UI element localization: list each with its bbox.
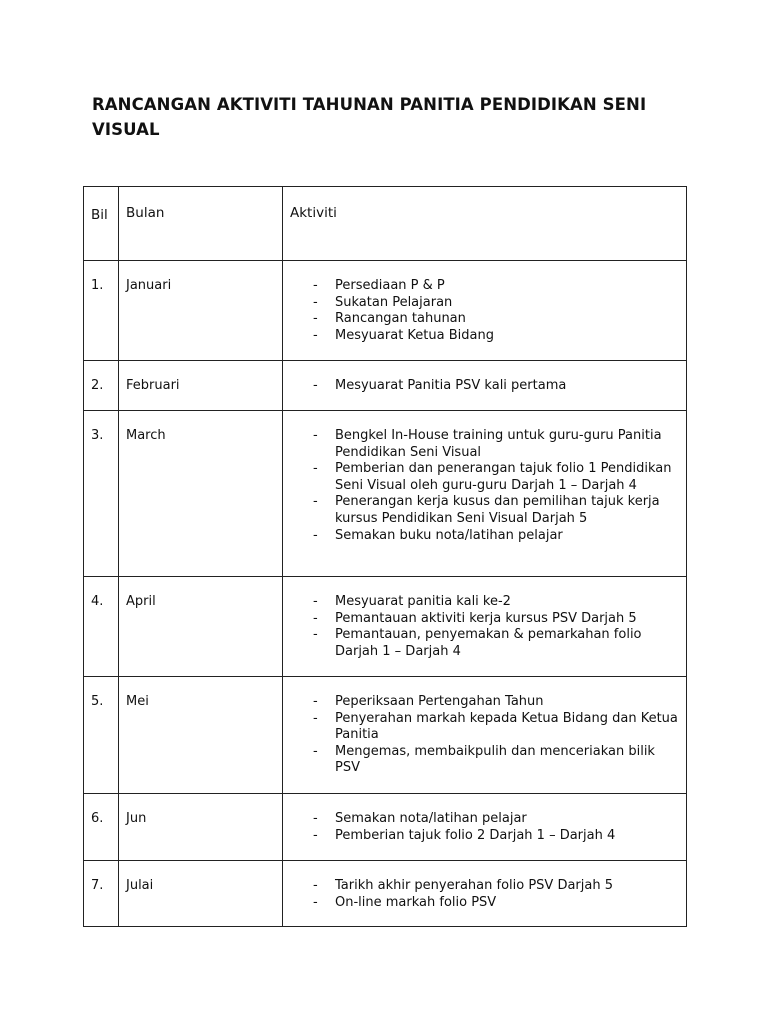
row-month: Januari (126, 278, 172, 293)
activity-item: - Sukatan Pelajaran (313, 295, 680, 312)
row-month: April (126, 594, 156, 609)
table-row (84, 677, 687, 794)
row-number: 1. (91, 278, 104, 293)
row-number: 6. (91, 811, 104, 826)
table-header-row (84, 187, 687, 261)
header-aktiviti: Aktiviti (290, 205, 337, 221)
row-month: Jun (126, 811, 147, 826)
table-row (84, 794, 687, 861)
activity-item: - Peperiksaan Pertengahan Tahun (313, 694, 680, 711)
row-month: Julai (126, 878, 154, 893)
activity-item: - Pemantauan aktiviti kerja kursus PSV Darjah 5 (313, 611, 680, 628)
activity-list (283, 261, 686, 344)
row-number: 4. (91, 594, 104, 609)
row-month: Mei (126, 694, 149, 709)
activity-list (283, 411, 686, 544)
row-number: 5. (91, 694, 104, 709)
activity-list (283, 794, 686, 844)
activity-item: - Pemantauan, penyemakan & pemarkahan folio Darjah 1 – Darjah 4 (313, 627, 680, 660)
row-month: March (126, 428, 166, 443)
table-row (84, 411, 687, 577)
activity-item: - Semakan buku nota/latihan pelajar (313, 528, 680, 545)
activity-item: - Penyerahan markah kepada Ketua Bidang dan Ketua Panitia (313, 711, 680, 744)
activity-item: - Pemberian tajuk folio 2 Darjah 1 – Darjah 4 (313, 828, 680, 845)
table-row (84, 577, 687, 677)
activity-item: - Tarikh akhir penyerahan folio PSV Darjah 5 (313, 878, 680, 895)
activity-item: - Mesyuarat Ketua Bidang (313, 328, 680, 345)
activity-list (283, 361, 686, 395)
row-month: Februari (126, 378, 180, 393)
header-bil: Bil (91, 207, 108, 223)
activity-list (283, 577, 686, 660)
activity-item: - On-line markah folio PSV (313, 895, 680, 912)
table-row (84, 361, 687, 411)
activity-item: - Pemberian dan penerangan tajuk folio 1 Pendidikan Seni Visual oleh guru-guru Darjah 1 – Darjah 4 (313, 461, 680, 494)
row-number: 2. (91, 378, 104, 393)
activity-item: - Mengemas, membaikpulih dan menceriakan bilik PSV (313, 744, 680, 777)
row-number: 7. (91, 878, 104, 893)
header-bulan: Bulan (126, 205, 165, 221)
activity-item: - Mesyuarat panitia kali ke-2 (313, 594, 680, 611)
document-title: RANCANGAN AKTIVITI TAHUNAN PANITIA PENDIDIKAN SENI VISUAL (92, 95, 647, 139)
activity-item: - Mesyuarat Panitia PSV kali pertama (313, 378, 680, 395)
row-number: 3. (91, 428, 104, 443)
activity-item: - Bengkel In-House training untuk guru-guru Panitia Pendidikan Seni Visual (313, 428, 680, 461)
activity-table (83, 186, 687, 927)
activity-list (283, 861, 686, 911)
activity-item: - Semakan nota/latihan pelajar (313, 811, 680, 828)
activity-item: - Penerangan kerja kusus dan pemilihan tajuk kerja kursus Pendidikan Seni Visual Darjah 5 (313, 494, 680, 527)
table-row (84, 261, 687, 361)
activity-list (283, 677, 686, 777)
table-row (84, 861, 687, 927)
activity-item: - Persediaan P & P (313, 278, 680, 295)
activity-item: - Rancangan tahunan (313, 311, 680, 328)
